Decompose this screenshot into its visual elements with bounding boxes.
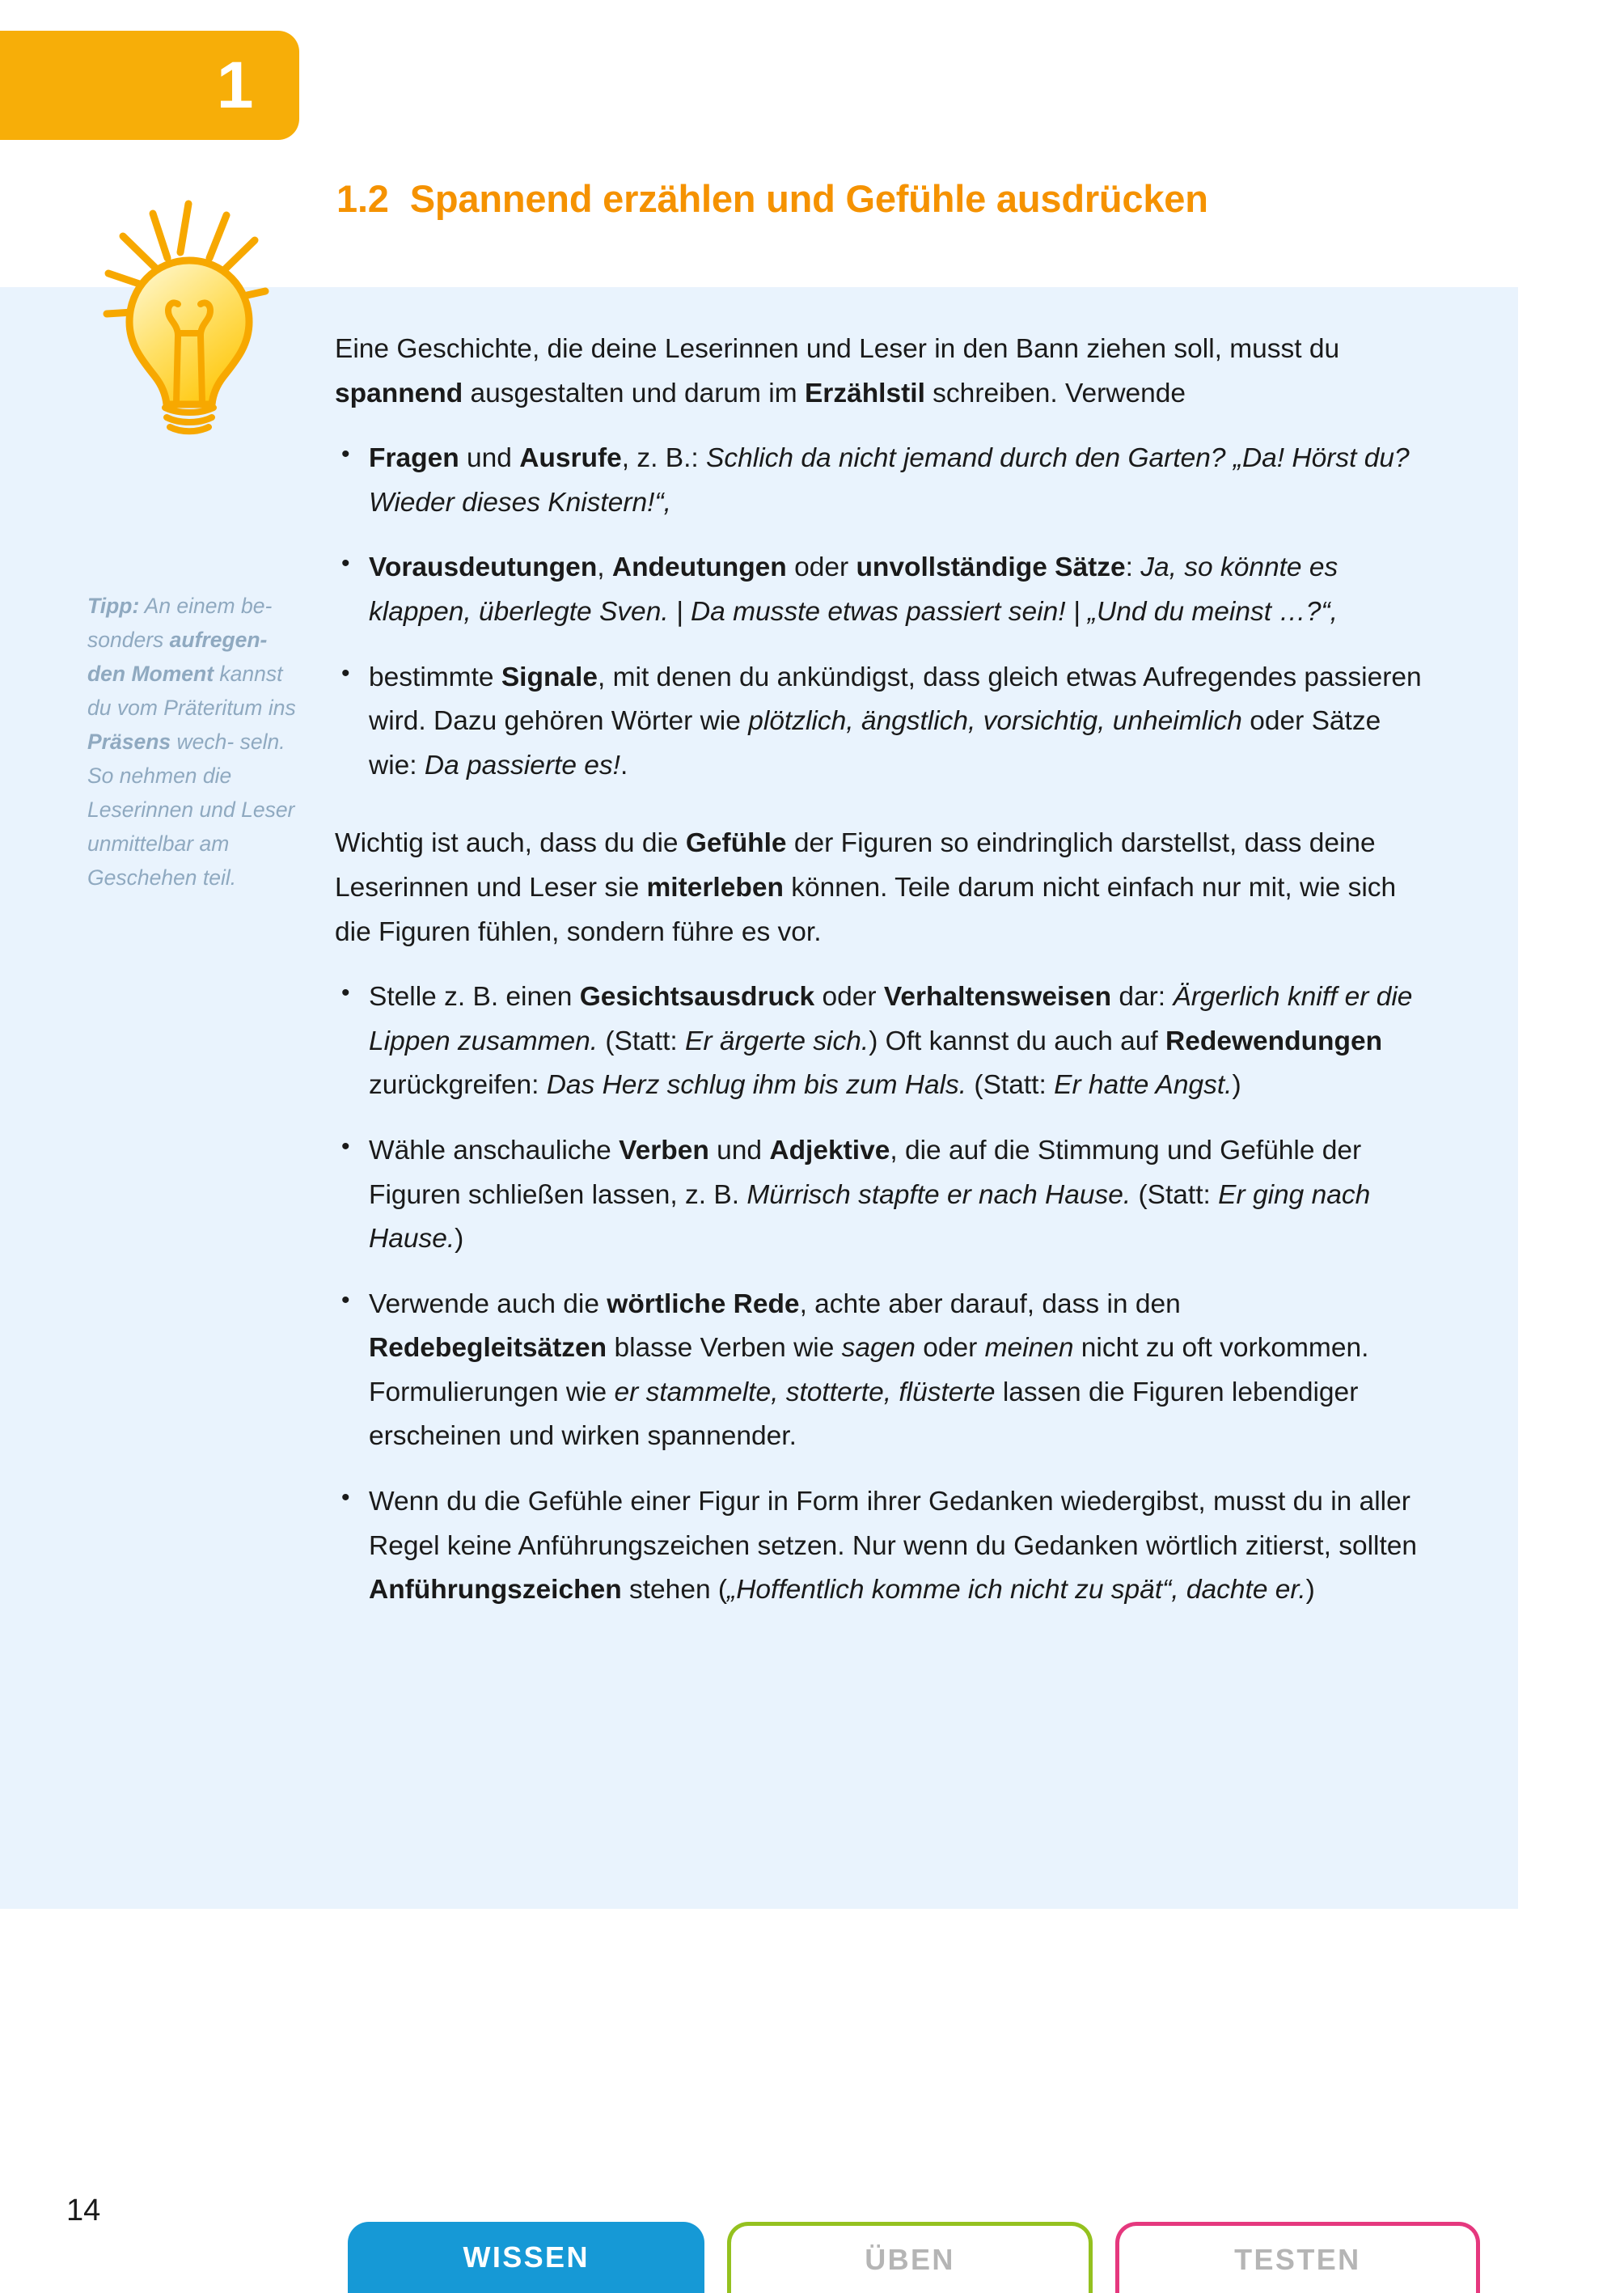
li2-text-3: : <box>1125 552 1141 583</box>
li4-text-0: Stelle z. B. einen <box>369 982 580 1013</box>
list-item <box>335 1283 1423 1459</box>
li1-text-1: und <box>459 443 520 474</box>
li5-bold-1: Verben <box>619 1135 709 1166</box>
li4-text-3: (Statt: <box>598 1026 686 1056</box>
tab-ueben-label: ÜBEN <box>865 2242 955 2276</box>
li6-text-4: nicht zu oft vorkommen. Formulierungen wie <box>369 1333 1369 1407</box>
li3-italic-1: plötzlich, ängstlich, vorsichtig, unheimlich <box>748 706 1242 737</box>
li5-italic-2: Er ging nach Hause. <box>369 1179 1371 1254</box>
tip-line1: An einem be- <box>139 594 273 618</box>
li5-text-4: ) <box>455 1224 464 1254</box>
li4-text-6: (Statt: <box>966 1070 1055 1101</box>
tip-line5-pre: ins <box>268 696 296 720</box>
tip-line2-bold: aufregen- <box>169 628 268 652</box>
chapter-number: 1 <box>216 48 254 122</box>
main-text-column <box>335 328 1423 1629</box>
tip-line4: du vom Präteritum <box>87 696 263 720</box>
intro-bold-1: spannend <box>335 378 463 408</box>
tab-testen-label: TESTEN <box>1234 2242 1361 2276</box>
li2-text-1: , <box>597 552 612 583</box>
tip-line9: am Geschehen teil. <box>87 831 237 890</box>
li4-italic-4: Er hatte Angst. <box>1054 1070 1233 1101</box>
li2-text-2: oder <box>786 552 856 583</box>
tip-line8: Leser unmittelbar <box>87 797 295 856</box>
li2-italic-1: Ja, so könnte es klappen, überlegte Sven. | Da musste etwas passiert sein! | „Und du meinst …?“, <box>369 552 1339 627</box>
li4-italic-3: Das Herz schlug ihm bis zum Hals. <box>546 1070 967 1101</box>
tip-line2-pre: sonders <box>87 628 170 652</box>
li6-italic-2: meinen <box>984 1333 1074 1364</box>
li4-text-2: dar: <box>1111 982 1174 1013</box>
tip-label: Tipp: <box>87 594 140 618</box>
chapter-number-tab <box>0 31 299 140</box>
li3-text-2: oder Sätze wie: <box>369 706 1381 781</box>
li6-bold-1: wörtliche Rede <box>607 1288 800 1319</box>
li3-text-1: , mit denen du ankündigst, dass gleich etwas Aufregendes passieren wird. Dazu gehören Wörter wie <box>369 662 1422 737</box>
p2-bold-2: miterleben <box>646 872 784 903</box>
li6-text-1: , achte aber darauf, dass in den <box>799 1288 1181 1319</box>
li4-text-7: ) <box>1232 1070 1241 1101</box>
p2-text-3: können. Teile darum nicht einfach nur mit, wie sich die Figuren fühlen, sondern führe es vor. <box>335 872 1397 947</box>
li3-bold-1: Signale <box>501 662 598 692</box>
li1-bold-1: Fragen <box>369 443 459 474</box>
li7-text-1: stehen ( <box>621 1575 728 1606</box>
tip-line6: seln. So nehmen <box>87 730 285 788</box>
tip-line3-post: kannst <box>214 662 283 686</box>
li4-text-1: oder <box>814 982 884 1013</box>
li5-text-2: , die auf die Stimmung und Gefühle der Figuren schließen lassen, z. B. <box>369 1135 1362 1210</box>
bullet-list-2 <box>335 975 1423 1613</box>
li7-text-0: Wenn du die Gefühle einer Figur in Form ihrer Gedanken wiedergibst, musst du in aller Regel keine Anführungszeichen setzen. Nur wenn du Gedanken wörtlich zitierst, sollten <box>369 1487 1418 1561</box>
intro-bold-2: Erzählstil <box>804 378 925 408</box>
li5-italic-1: Mürrisch stapfte er nach Hause. <box>746 1179 1131 1210</box>
li6-text-5: lassen die Figuren lebendiger erscheinen und wirken spannender. <box>369 1377 1359 1452</box>
lightbulb-icon <box>78 194 272 437</box>
section-number: 1.2 <box>336 177 389 220</box>
li6-italic-1: sagen <box>841 1333 916 1364</box>
bottom-tab-bar <box>348 2222 1480 2293</box>
li2-bold-1: Vorausdeutungen <box>369 552 598 583</box>
li5-text-0: Wähle anschauliche <box>369 1135 620 1166</box>
intro-text-1: Eine Geschichte, die deine Leserinnen und Leser in den Bann ziehen soll, musst du <box>335 334 1340 364</box>
tip-line3-bold: den Moment <box>87 662 214 686</box>
li5-text-1: und <box>708 1135 770 1166</box>
li4-bold-1: Gesichtsausdruck <box>579 982 815 1013</box>
intro-text-3: schreiben. Verwende <box>924 378 1186 408</box>
li2-bold-2: Andeutungen <box>611 552 787 583</box>
tab-wissen-label: WISSEN <box>463 2240 590 2274</box>
tip-line7: die Leserinnen und <box>87 764 235 822</box>
list-item <box>335 437 1423 525</box>
li4-text-5: zurückgreifen: <box>369 1070 547 1101</box>
tab-ueben[interactable] <box>727 2222 1092 2293</box>
list-item <box>335 975 1423 1108</box>
li6-text-0: Verwende auch die <box>369 1288 607 1319</box>
li6-bold-2: Redebegleitsätzen <box>369 1333 607 1364</box>
section-title: Spannend erzählen und Gefühle ausdrücken <box>409 177 1208 220</box>
li4-text-4: ) Oft kannst du auch auf <box>869 1026 1166 1056</box>
li4-bold-2: Verhaltensweisen <box>883 982 1112 1013</box>
li3-italic-2: Da passierte es! <box>424 750 620 781</box>
p2-text-1: Wichtig ist auch, dass du die <box>335 828 686 859</box>
list-item <box>335 656 1423 789</box>
li1-italic-1: Schlich da nicht jemand durch den Garten? „Da! Hörst du? Wieder dieses Knistern!“, <box>369 443 1410 518</box>
tip-line5-bold: Präsens <box>87 730 171 754</box>
li6-text-2: blasse Verben wie <box>607 1333 842 1364</box>
list-item <box>335 546 1423 634</box>
li4-italic-1: Ärgerlich kniff er die Lippen zusammen. <box>369 982 1413 1056</box>
p2-text-2: der Figuren so eindringlich darstellst, dass deine Leserinnen und Leser sie <box>335 828 1376 903</box>
page-number: 14 <box>66 2194 101 2227</box>
li5-bold-2: Adjektive <box>769 1135 890 1166</box>
li7-bold-1: Anführungszeichen <box>369 1575 622 1606</box>
li4-bold-3: Redewendungen <box>1165 1026 1383 1056</box>
paragraph-2 <box>335 822 1423 954</box>
li3-text-0: bestimmte <box>369 662 501 692</box>
li7-text-2: ) <box>1305 1575 1315 1606</box>
li3-text-3: . <box>620 750 628 781</box>
li6-italic-3: er stammelte, stotterte, flüsterte <box>614 1377 996 1407</box>
li2-bold-3: unvollständige Sätze <box>856 552 1126 583</box>
tip-line5-post: wech- <box>171 730 235 754</box>
li4-italic-2: Er ärgerte sich. <box>685 1026 869 1056</box>
li5-text-3: (Statt: <box>1131 1179 1219 1210</box>
li1-bold-2: Ausrufe <box>519 443 622 474</box>
intro-paragraph <box>335 328 1423 416</box>
p2-bold-1: Gefühle <box>685 828 787 859</box>
tab-wissen[interactable] <box>348 2222 704 2293</box>
list-item <box>335 1480 1423 1613</box>
li7-italic-1: „Hoffentlich komme ich nicht zu spät“, dachte er. <box>727 1575 1306 1606</box>
list-item <box>335 1129 1423 1262</box>
li1-text-2: , z. B.: <box>621 443 707 474</box>
li6-text-3: oder <box>915 1333 985 1364</box>
spacer <box>335 804 1423 822</box>
tip-sidebar <box>87 589 311 895</box>
tab-testen[interactable] <box>1115 2222 1480 2293</box>
intro-text-2: ausgestalten und darum im <box>463 378 805 408</box>
bullet-list-1 <box>335 437 1423 788</box>
page-title <box>336 176 1208 221</box>
